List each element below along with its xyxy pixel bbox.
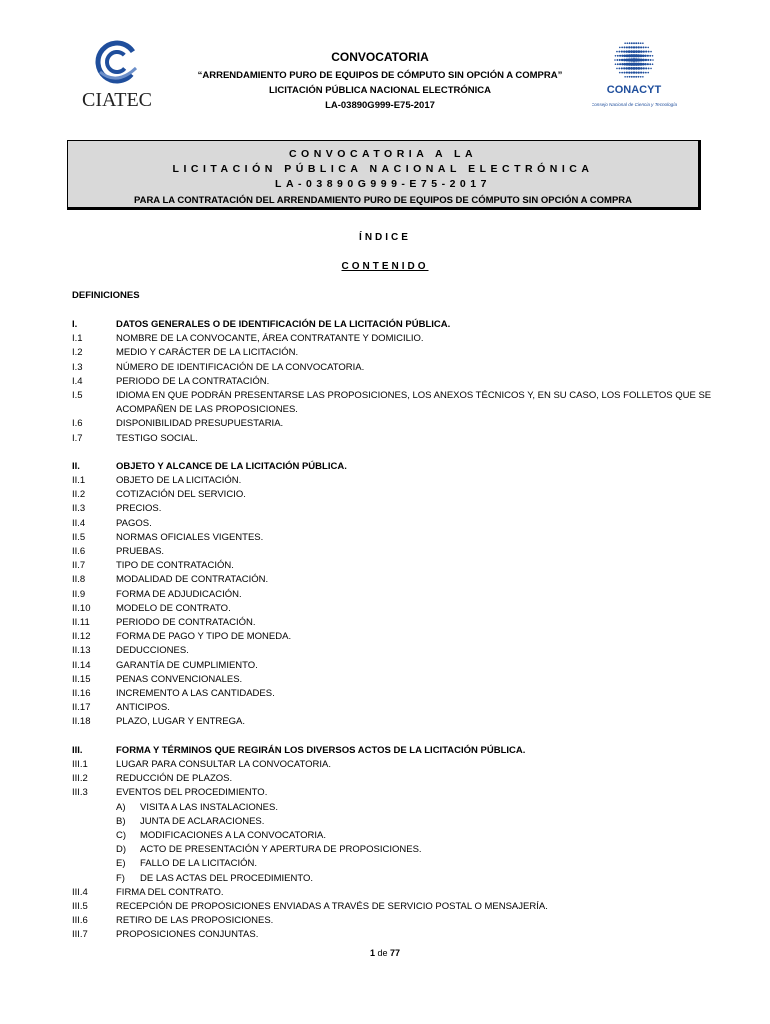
conacyt-logo-dot: [619, 59, 621, 61]
conacyt-logo-dot: [623, 50, 625, 52]
toc-row: [72, 772, 712, 786]
conacyt-logo-dot: [621, 55, 623, 57]
conacyt-logo-dot: [645, 47, 647, 49]
toc-text: MODALIDAD DE CONTRATACIÓN.: [116, 574, 269, 586]
toc-row: [72, 928, 712, 942]
toc-row: [72, 417, 712, 431]
conacyt-logo-dot: [652, 63, 654, 65]
conacyt-logo-dot: [642, 59, 645, 62]
toc-number: II.2: [72, 489, 86, 501]
conacyt-logo-dot: [635, 42, 637, 44]
conacyt-logo-dot: [628, 46, 630, 48]
convocatoria-title-box: [67, 140, 701, 210]
toc-text: RECEPCIÓN DE PROPOSICIONES ENVIADAS A TRAVÉS DE SERVICIO POSTAL O MENSAJERÍA.: [116, 900, 548, 912]
toc-number: I.: [72, 319, 78, 330]
conacyt-logo-dot: [635, 46, 637, 48]
conacyt-logo-dot: [640, 72, 642, 74]
toc-text: REDUCCIÓN DE PLAZOS.: [116, 773, 233, 785]
conacyt-logo-dot: [633, 67, 636, 70]
toc-row: [72, 673, 712, 687]
conacyt-logo-dot: [642, 42, 644, 44]
toc-row: [72, 474, 712, 488]
toc-title: DATOS GENERALES O DE IDENTIFICACIÓN DE LA LICITACIÓN PÚBLICA.: [116, 319, 451, 330]
toc-row: [72, 701, 712, 715]
toc-text: FIRMA DEL CONTRATO.: [116, 886, 224, 898]
toc-text: MODELO DE CONTRATO.: [116, 602, 231, 614]
conacyt-logo-dot: [629, 76, 631, 78]
toc-row: [72, 786, 712, 800]
toc-text: PROPOSICIONES CONJUNTAS.: [116, 929, 259, 941]
toc-text: MEDIO Y CARÁCTER DE LA LICITACIÓN.: [116, 347, 299, 359]
conacyt-logo-dot: [619, 72, 621, 74]
toc-subrow: [72, 857, 712, 871]
toc-number: II.15: [72, 673, 91, 685]
toc-number: II.12: [72, 631, 91, 643]
toc-text: TIPO DE CONTRATACIÓN.: [116, 560, 234, 572]
conacyt-logo-dot: [648, 51, 650, 53]
toc-number: II.1: [72, 475, 86, 487]
toc-text: PERIODO DE CONTRATACIÓN.: [116, 617, 256, 629]
ciatec-logo-text: CIATEC: [82, 89, 152, 111]
conacyt-logo-dot: [630, 46, 632, 48]
conacyt-logo-dot: [617, 55, 619, 57]
toc-text: NÚMERO DE IDENTIFICACIÓN DE LA CONVOCATORIA.: [116, 361, 365, 373]
page-sep: de: [377, 948, 388, 958]
toc-row: [72, 375, 712, 389]
conacyt-logo-dot: [638, 71, 640, 73]
toc-section-heading: [72, 460, 712, 474]
toc-section-1: [72, 318, 712, 446]
conacyt-logo-dot: [618, 51, 620, 53]
conacyt-logo-dot: [616, 59, 618, 61]
toc-number: II.6: [72, 546, 86, 558]
conacyt-logo-dot: [626, 42, 628, 44]
conacyt-logo-dot: [633, 71, 635, 73]
toc-section-2: [72, 460, 712, 730]
toc-subrow: [72, 829, 712, 843]
page-total: 77: [390, 948, 401, 958]
conacyt-logo-dot: [638, 42, 640, 44]
conacyt-logo-dot: [638, 76, 640, 78]
conacyt-logo-dot: [617, 63, 619, 65]
conacyt-logo-dot: [640, 50, 643, 53]
conacyt-logo-dot: [645, 72, 647, 74]
conacyt-logo-dot: [642, 54, 645, 57]
conacyt-logo-dot: [621, 47, 623, 49]
conacyt-logo-dot: [644, 63, 646, 65]
conacyt-logo-dot: [652, 55, 654, 57]
toc-number: III.: [72, 744, 83, 756]
conacyt-logo-dot: [644, 55, 646, 57]
toc-row: [72, 588, 712, 602]
toc-text: JUNTA DE ACLARACIONES.: [140, 815, 265, 827]
toc-text: EVENTOS DEL PROCEDIMIENTO.: [116, 787, 268, 799]
conacyt-logo-dot: [626, 46, 628, 48]
conacyt-logo-dot: [640, 67, 643, 70]
conacyt-logo-dot: [630, 71, 632, 73]
conacyt-logo-dot: [645, 59, 647, 61]
indice-heading: ÍNDICE: [359, 232, 411, 243]
toc-text: INCREMENTO A LAS CANTIDADES.: [116, 688, 275, 700]
toc-number: II.13: [72, 645, 91, 657]
conacyt-logo-dot: [633, 46, 635, 48]
conacyt-logo-dot: [652, 59, 654, 61]
conacyt-logo-dot: [625, 50, 628, 53]
conacyt-logo-dot: [633, 50, 636, 53]
toc-letter: C): [116, 829, 127, 841]
toc-number: I.5: [72, 390, 83, 402]
conacyt-logo-dot: [625, 67, 628, 70]
toc-number: I.3: [72, 361, 83, 373]
toc-number: III.4: [72, 886, 88, 898]
toc-number: II.4: [72, 517, 86, 529]
conacyt-logo-dot: [621, 72, 623, 74]
title-box-line-1: CONVOCATORIA A LA: [288, 148, 478, 160]
conacyt-logo: [592, 38, 702, 113]
conacyt-logo-dot: [624, 72, 626, 74]
toc-title: OBJETO Y ALCANCE DE LA LICITACIÓN PÚBLICA.: [116, 460, 347, 472]
toc-row: [72, 432, 712, 446]
conacyt-logo-dot: [645, 51, 647, 53]
toc-row: [72, 346, 712, 360]
conacyt-logo-dot: [650, 51, 652, 53]
toc-row: [72, 914, 712, 928]
conacyt-logo-dot: [624, 76, 626, 78]
conacyt-logo-dot: [616, 51, 618, 53]
conacyt-logo-dot: [647, 72, 649, 74]
conacyt-logo-dot: [635, 50, 638, 53]
conacyt-logo-dot: [615, 63, 617, 65]
toc-letter: A): [116, 801, 126, 813]
table-of-contents: [72, 318, 712, 957]
toc-text: DEDUCCIONES.: [116, 645, 189, 657]
toc-number: I.4: [72, 375, 83, 387]
toc-letter: D): [116, 844, 127, 856]
toc-number: II.16: [72, 688, 91, 700]
conacyt-logo-dot: [630, 50, 633, 53]
conacyt-logo-dot: [647, 59, 649, 61]
toc-row: [72, 659, 712, 673]
conacyt-logo-dot: [647, 47, 649, 49]
toc-text: NOMBRE DE LA CONVOCANTE, ÁREA CONTRATANTE Y DOMICILIO.: [116, 333, 424, 345]
conacyt-logo-dot: [618, 67, 620, 69]
toc-text: TESTIGO SOCIAL.: [116, 432, 198, 444]
toc-number: II.5: [72, 531, 86, 543]
conacyt-logo-dot: [643, 67, 645, 69]
header-line-3: LA-03890G999-E75-2017: [325, 100, 435, 111]
toc-row: [72, 361, 712, 375]
toc-number: III.3: [72, 787, 88, 799]
conacyt-logo-dot: [615, 55, 617, 57]
toc-row: [72, 389, 712, 417]
toc-text: FORMA DE ADJUDICACIÓN.: [116, 588, 242, 600]
toc-text: VISITA A LAS INSTALACIONES.: [140, 801, 278, 813]
conacyt-logo-dot: [624, 42, 626, 44]
toc-number: II.: [72, 460, 80, 472]
toc-number: II.9: [72, 588, 86, 600]
conacyt-logo-dot: [631, 76, 633, 78]
conacyt-logo-dot: [619, 63, 621, 65]
conacyt-logo-dot: [642, 72, 644, 74]
toc-row: [72, 900, 712, 914]
conacyt-logo-dot: [631, 42, 633, 44]
conacyt-logo-dot: [626, 76, 628, 78]
conacyt-logo-dot: [635, 76, 637, 78]
toc-row: [72, 332, 712, 346]
toc-number: III.5: [72, 900, 88, 912]
toc-number: I.7: [72, 432, 83, 444]
conacyt-logo-dot: [633, 76, 635, 78]
conacyt-logo-dot: [619, 55, 621, 57]
toc-number: III.1: [72, 758, 88, 770]
title-box-line-4: PARA LA CONTRATACIÓN DEL ARRENDAMIENTO PURO DE EQUIPOS DE CÓMPUTO SIN OPCIÓN A COMPRA: [133, 195, 633, 206]
toc-number: III.7: [72, 929, 88, 941]
conacyt-logo-dot: [638, 50, 641, 53]
toc-text: MODIFICACIONES A LA CONVOCATORIA.: [140, 829, 326, 841]
conacyt-logo-dot: [628, 67, 631, 70]
conacyt-logo-dot: [642, 76, 644, 78]
conacyt-logo-dot: [649, 55, 651, 57]
conacyt-logo-dot: [616, 68, 618, 70]
conacyt-logo-dot: [623, 67, 625, 69]
conacyt-logo-dot: [649, 63, 651, 65]
toc-text: ANTICIPOS.: [116, 702, 170, 714]
toc-title: FORMA Y TÉRMINOS QUE REGIRÁN LOS DIVERSOS ACTOS DE LA LICITACIÓN PÚBLICA.: [116, 744, 526, 756]
conacyt-logo-dot: [626, 72, 628, 74]
conacyt-logo-dot: [619, 47, 621, 49]
contenido-heading: CONTENIDO: [341, 261, 429, 272]
toc-letter: B): [116, 815, 126, 827]
toc-letter: F): [116, 872, 125, 884]
toc-row: [72, 715, 712, 729]
page-number: [0, 948, 770, 958]
conacyt-logo-dot: [638, 67, 641, 70]
toc-text: FALLO DE LA LICITACIÓN.: [140, 858, 258, 870]
toc-text: PLAZO, LUGAR Y ENTREGA.: [116, 716, 245, 728]
toc-subrow: [72, 843, 712, 857]
conacyt-logo-dot: [629, 42, 631, 44]
toc-number: I.6: [72, 418, 83, 430]
toc-row: [72, 573, 712, 587]
definiciones-heading: DEFINICIONES: [72, 290, 140, 301]
toc-subrow: [72, 815, 712, 829]
conacyt-logo-dot: [648, 67, 650, 69]
conacyt-logo-dot: [645, 67, 647, 69]
toc-text: COTIZACIÓN DEL SERVICIO.: [116, 489, 246, 501]
toc-row: [72, 616, 712, 630]
header-line-2: LICITACIÓN PÚBLICA NACIONAL ELECTRÓNICA: [268, 85, 491, 96]
conacyt-logo-dot: [640, 76, 642, 78]
ciatec-logo: [70, 38, 165, 113]
conacyt-logo-subtext: Consejo Nacional de Ciencia y Tecnología: [592, 102, 678, 107]
title-box-line-3: LA-03890G999-E75-2017: [275, 178, 491, 190]
toc-number: II.11: [72, 617, 90, 629]
conacyt-logo-dot: [643, 50, 645, 52]
conacyt-logo-dot: [635, 71, 637, 73]
toc-row: [72, 488, 712, 502]
toc-row: [72, 758, 712, 772]
conacyt-logo-dot: [624, 46, 626, 48]
conacyt-logo-dot: [635, 67, 638, 70]
conacyt-logo-dot: [642, 46, 644, 48]
toc-row: [72, 886, 712, 900]
toc-text: IDIOMA EN QUE PODRÁN PRESENTARSE LAS PROPOSICIONES, LOS ANEXOS TÉCNICOS Y, EN SU CASO, LOS FOLLETOS QUE SE ACOMPAÑEN DE LAS PROPOSICIONES.: [116, 390, 712, 416]
toc-row: [72, 602, 712, 616]
toc-text: GARANTÍA DE CUMPLIMIENTO.: [116, 659, 258, 671]
toc-number: II.17: [72, 702, 91, 714]
conacyt-logo-dot: [621, 63, 623, 65]
toc-number: III.2: [72, 773, 88, 785]
toc-row: [72, 559, 712, 573]
conacyt-logo-dot: [614, 59, 616, 61]
toc-number: II.18: [72, 716, 91, 728]
toc-text: PERIODO DE LA CONTRATACIÓN.: [116, 375, 270, 387]
conacyt-logo-dot: [638, 46, 640, 48]
toc-text: PENAS CONVENCIONALES.: [116, 673, 243, 685]
conacyt-logo-text: CONACYT: [606, 84, 662, 96]
toc-text: RETIRO DE LAS PROPOSICIONES.: [116, 915, 274, 927]
toc-number: I.1: [72, 333, 83, 345]
toc-number: III.6: [72, 915, 88, 927]
toc-text: DE LAS ACTAS DEL PROCEDIMIENTO.: [140, 872, 313, 884]
toc-number: II.7: [72, 560, 86, 572]
toc-number: II.10: [72, 602, 91, 614]
toc-section-heading: [72, 318, 712, 332]
conacyt-logo-dot: [650, 68, 652, 70]
toc-row: [72, 531, 712, 545]
toc-row: [72, 687, 712, 701]
conacyt-logo-dot: [621, 67, 623, 69]
conacyt-logo-dot: [621, 59, 623, 61]
conacyt-logo-dot: [647, 63, 649, 65]
toc-row: [72, 517, 712, 531]
conacyt-logo-dot: [621, 51, 623, 53]
toc-text: ACTO DE PRESENTACIÓN Y APERTURA DE PROPOSICIONES.: [140, 844, 422, 856]
toc-number: II.8: [72, 574, 86, 586]
toc-text: DISPONIBILIDAD PRESUPUESTARIA.: [116, 418, 284, 430]
conacyt-logo-dot: [628, 50, 631, 53]
toc-subrow: [72, 801, 712, 815]
document-header: [170, 50, 590, 113]
toc-number: I.2: [72, 347, 83, 359]
toc-section-3: [72, 744, 712, 943]
conacyt-logo-dot: [642, 63, 645, 66]
toc-subrow: [72, 872, 712, 886]
toc-text: LUGAR PARA CONSULTAR LA CONVOCATORIA.: [116, 758, 332, 770]
toc-text: PAGOS.: [116, 517, 152, 529]
toc-text: PRUEBAS.: [116, 546, 165, 558]
conacyt-logo-dot: [633, 42, 635, 44]
toc-row: [72, 502, 712, 516]
toc-text: OBJETO DE LA LICITACIÓN.: [116, 475, 242, 487]
toc-number: II.3: [72, 503, 86, 515]
toc-row: [72, 644, 712, 658]
toc-text: PRECIOS.: [116, 503, 162, 515]
conacyt-logo-dot: [630, 67, 633, 70]
page-current: 1: [369, 948, 375, 958]
conacyt-logo-dot: [640, 42, 642, 44]
toc-number: II.14: [72, 659, 91, 671]
header-line-1: “ARRENDAMIENTO PURO DE EQUIPOS DE CÓMPUTO SIN OPCIÓN A COMPRA”: [197, 70, 563, 81]
toc-row: [72, 630, 712, 644]
conacyt-logo-dot: [650, 59, 652, 61]
toc-row: [72, 545, 712, 559]
conacyt-logo-dot: [628, 71, 630, 73]
toc-text: NORMAS OFICIALES VIGENTES.: [116, 531, 264, 543]
title-box-line-2: LICITACIÓN PÚBLICA NACIONAL ELECTRÓNICA: [172, 163, 594, 175]
toc-text: FORMA DE PAGO Y TIPO DE MONEDA.: [116, 631, 292, 643]
conacyt-logo-dot: [647, 55, 649, 57]
toc-letter: E): [116, 858, 126, 870]
conacyt-logo-dot: [640, 46, 642, 48]
toc-section-heading: [72, 744, 712, 758]
header-title: CONVOCATORIA: [331, 50, 429, 64]
